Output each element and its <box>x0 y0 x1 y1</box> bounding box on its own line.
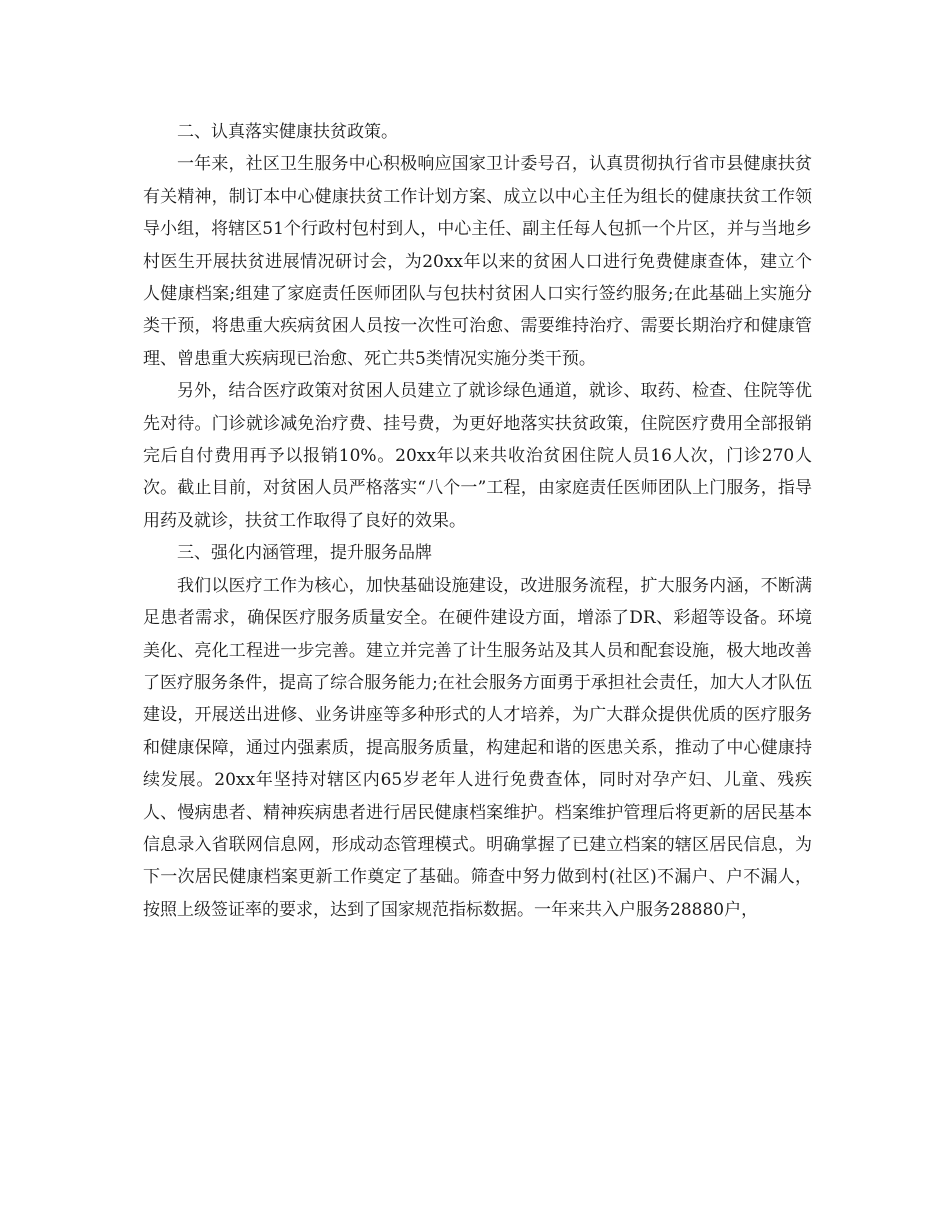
section-heading-3: 三、强化内涵管理，提升服务品牌 <box>177 543 432 564</box>
paragraph-health-poverty-policy: 一年来，社区卫生服务中心积极响应国家卫计委号召，认真贯彻执行省市县健康扶贫有关精神，制订本中心健康扶贫工作计划方案、成立以中心主任为组长的健康扶贫工作领导小组，将辖区51个行政村包村到人，中心主任、副主任每人包抓一个片区，并与当地乡村医生开展扶贫进展情况研讨会，为20xx年以来的贫困人口进行免费健康查体，建立个人健康档案;组建了家庭责任医师团队与包扶村贫困人口实行签约服务;在此基础上实施分类干预，将患重大疾病贫困人员按一次性可治愈、需要维持治疗、需要长期治疗和健康管理、曾患重大疾病现已治愈、死亡共5类情况实施分类干预。 <box>143 154 812 369</box>
paragraph-green-channel: 另外，结合医疗政策对贫困人员建立了就诊绿色通道，就诊、取药、检查、住院等优先对待。门诊就诊减免治疗费、挂号费，为更好地落实扶贫政策，住院医疗费用全部报销完后自付费用再予以报销10%。20xx年以来共收治贫困住院人员16人次，门诊270人次。截止目前，对贫困人员严格落实“八个一”工程，由家庭责任医师团队上门服务，指导用药及就诊，扶贫工作取得了良好的效果。 <box>143 381 812 531</box>
document-body <box>143 116 812 926</box>
section-heading-2: 二、认真落实健康扶贫政策。 <box>177 122 398 142</box>
paragraph-medical-services: 我们以医疗工作为核心，加快基础设施建设，改进服务流程，扩大服务内涵，不断满足患者需求，确保医疗服务质量安全。在硬件建设方面，增添了DR、彩超等设备。环境美化、亮化工程进一步完善。建立并完善了计生服务站及其人员和配套设施，极大地改善了医疗服务条件，提高了综合服务能力;在社会服务方面勇于承担社会责任，加大人才队伍建设，开展送出进修、业务讲座等多种形式的人才培养，为广大群众提供优质的医疗服务和健康保障，通过内强素质，提高服务质量，构建起和谐的医患关系，推动了中心健康持续发展。20xx年坚持对辖区内65岁老年人进行免费查体，同时对孕产妇、儿童、残疾人、慢病患者、精神疾病患者进行居民健康档案维护。档案维护管理后将更新的居民基本信息录入省联网信息网，形成动态管理模式。明确掌握了已建立档案的辖区居民信息，为下一次居民健康档案更新工作奠定了基础。筛查中努力做到村(社区)不漏户、户不漏人，按照上级签证率的要求，达到了国家规范指标数据。一年来共入户服务28880户， <box>143 575 812 920</box>
